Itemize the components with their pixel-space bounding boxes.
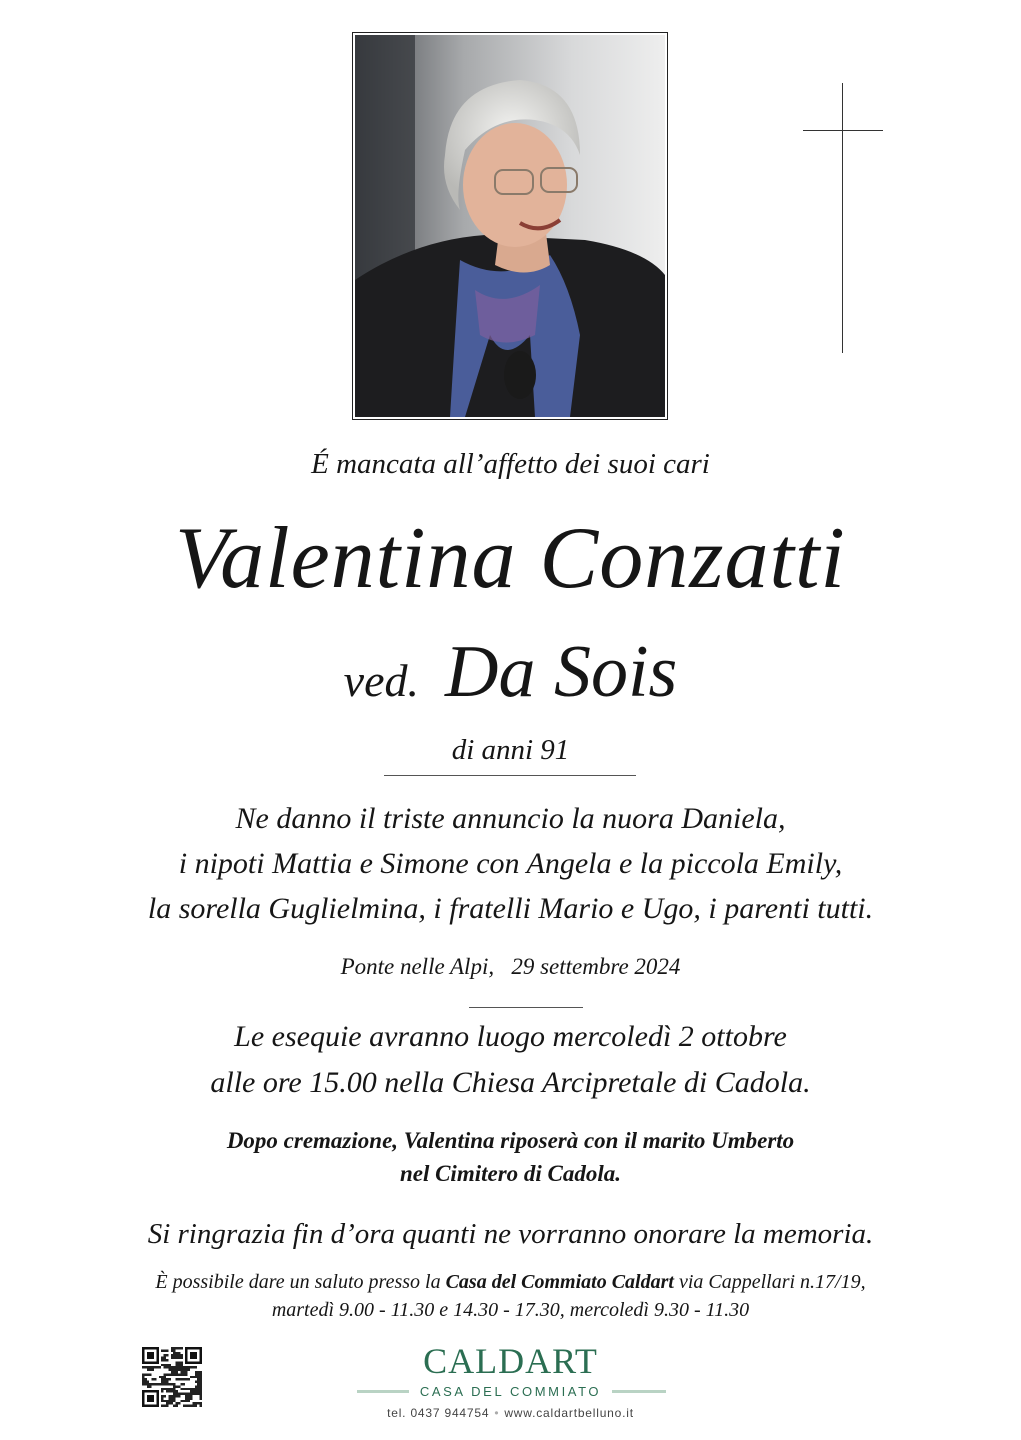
phone: tel. 0437 944754 xyxy=(387,1406,490,1420)
announcement-line: Ne danno il triste annuncio la nuora Daniela, xyxy=(235,802,786,835)
place: Ponte nelle Alpi, xyxy=(340,954,495,979)
intro-text: É mancata all’affetto dei suoi cari xyxy=(311,448,710,480)
announcement-line: la sorella Guglielmina, i fratelli Mario e Ugo, i parenti tutti. xyxy=(147,892,874,925)
visit-hours: martedì 9.00 - 11.30 e 14.30 - 17.30, mercoledì 9.30 - 11.30 xyxy=(271,1299,750,1321)
burial-line: nel Cimitero di Cadola. xyxy=(399,1161,622,1186)
deceased-photo xyxy=(352,32,668,420)
widow-prefix: ved. xyxy=(343,655,420,706)
funeral-info xyxy=(0,1014,1021,1106)
announcement-line: i nipoti Mattia e Simone con Angela e la piccola Emily, xyxy=(178,847,843,880)
announcement xyxy=(0,796,1021,931)
visit-line xyxy=(0,1268,1021,1296)
visit-place: Casa del Commiato Caldart xyxy=(445,1271,674,1293)
age-text: di anni 91 xyxy=(451,734,570,766)
logo-divider-right xyxy=(612,1390,666,1393)
funeral-line: alle ore 15.00 nella Chiesa Arcipretale di Cadola. xyxy=(210,1066,811,1099)
funeral-line: Le esequie avranno luogo mercoledì 2 ottobre xyxy=(234,1020,787,1053)
burial-info xyxy=(0,1124,1021,1190)
brand-logo: CALDART xyxy=(423,1341,598,1381)
deceased-name: Valentina Conzatti xyxy=(175,510,846,607)
divider xyxy=(469,1007,583,1008)
contacts: tel. 0437 944754 • www.caldartbelluno.it xyxy=(387,1406,634,1420)
visit-before: È possibile dare un saluto presso la xyxy=(155,1271,441,1293)
cross-horizontal-bar xyxy=(803,130,883,131)
brand-subtitle: CASA DEL COMMIATO xyxy=(419,1384,602,1399)
cross-vertical-bar xyxy=(842,83,843,353)
date: 29 settembre 2024 xyxy=(511,954,681,979)
place-date xyxy=(0,954,1021,980)
burial-line: Dopo cremazione, Valentina riposerà con il marito Umberto xyxy=(226,1128,795,1153)
website-link[interactable]: www.caldartbelluno.it xyxy=(504,1406,634,1420)
married-surname: Da Sois xyxy=(445,631,678,713)
portrait-image xyxy=(355,35,665,417)
married-name-line xyxy=(0,630,1021,715)
visit-info xyxy=(0,1268,1021,1324)
thanks-text: Si ringrazia fin d’ora quanti ne vorranno onorare la memoria. xyxy=(147,1218,874,1250)
visit-after: via Cappellari n.17/19, xyxy=(678,1271,866,1293)
divider xyxy=(384,775,636,776)
